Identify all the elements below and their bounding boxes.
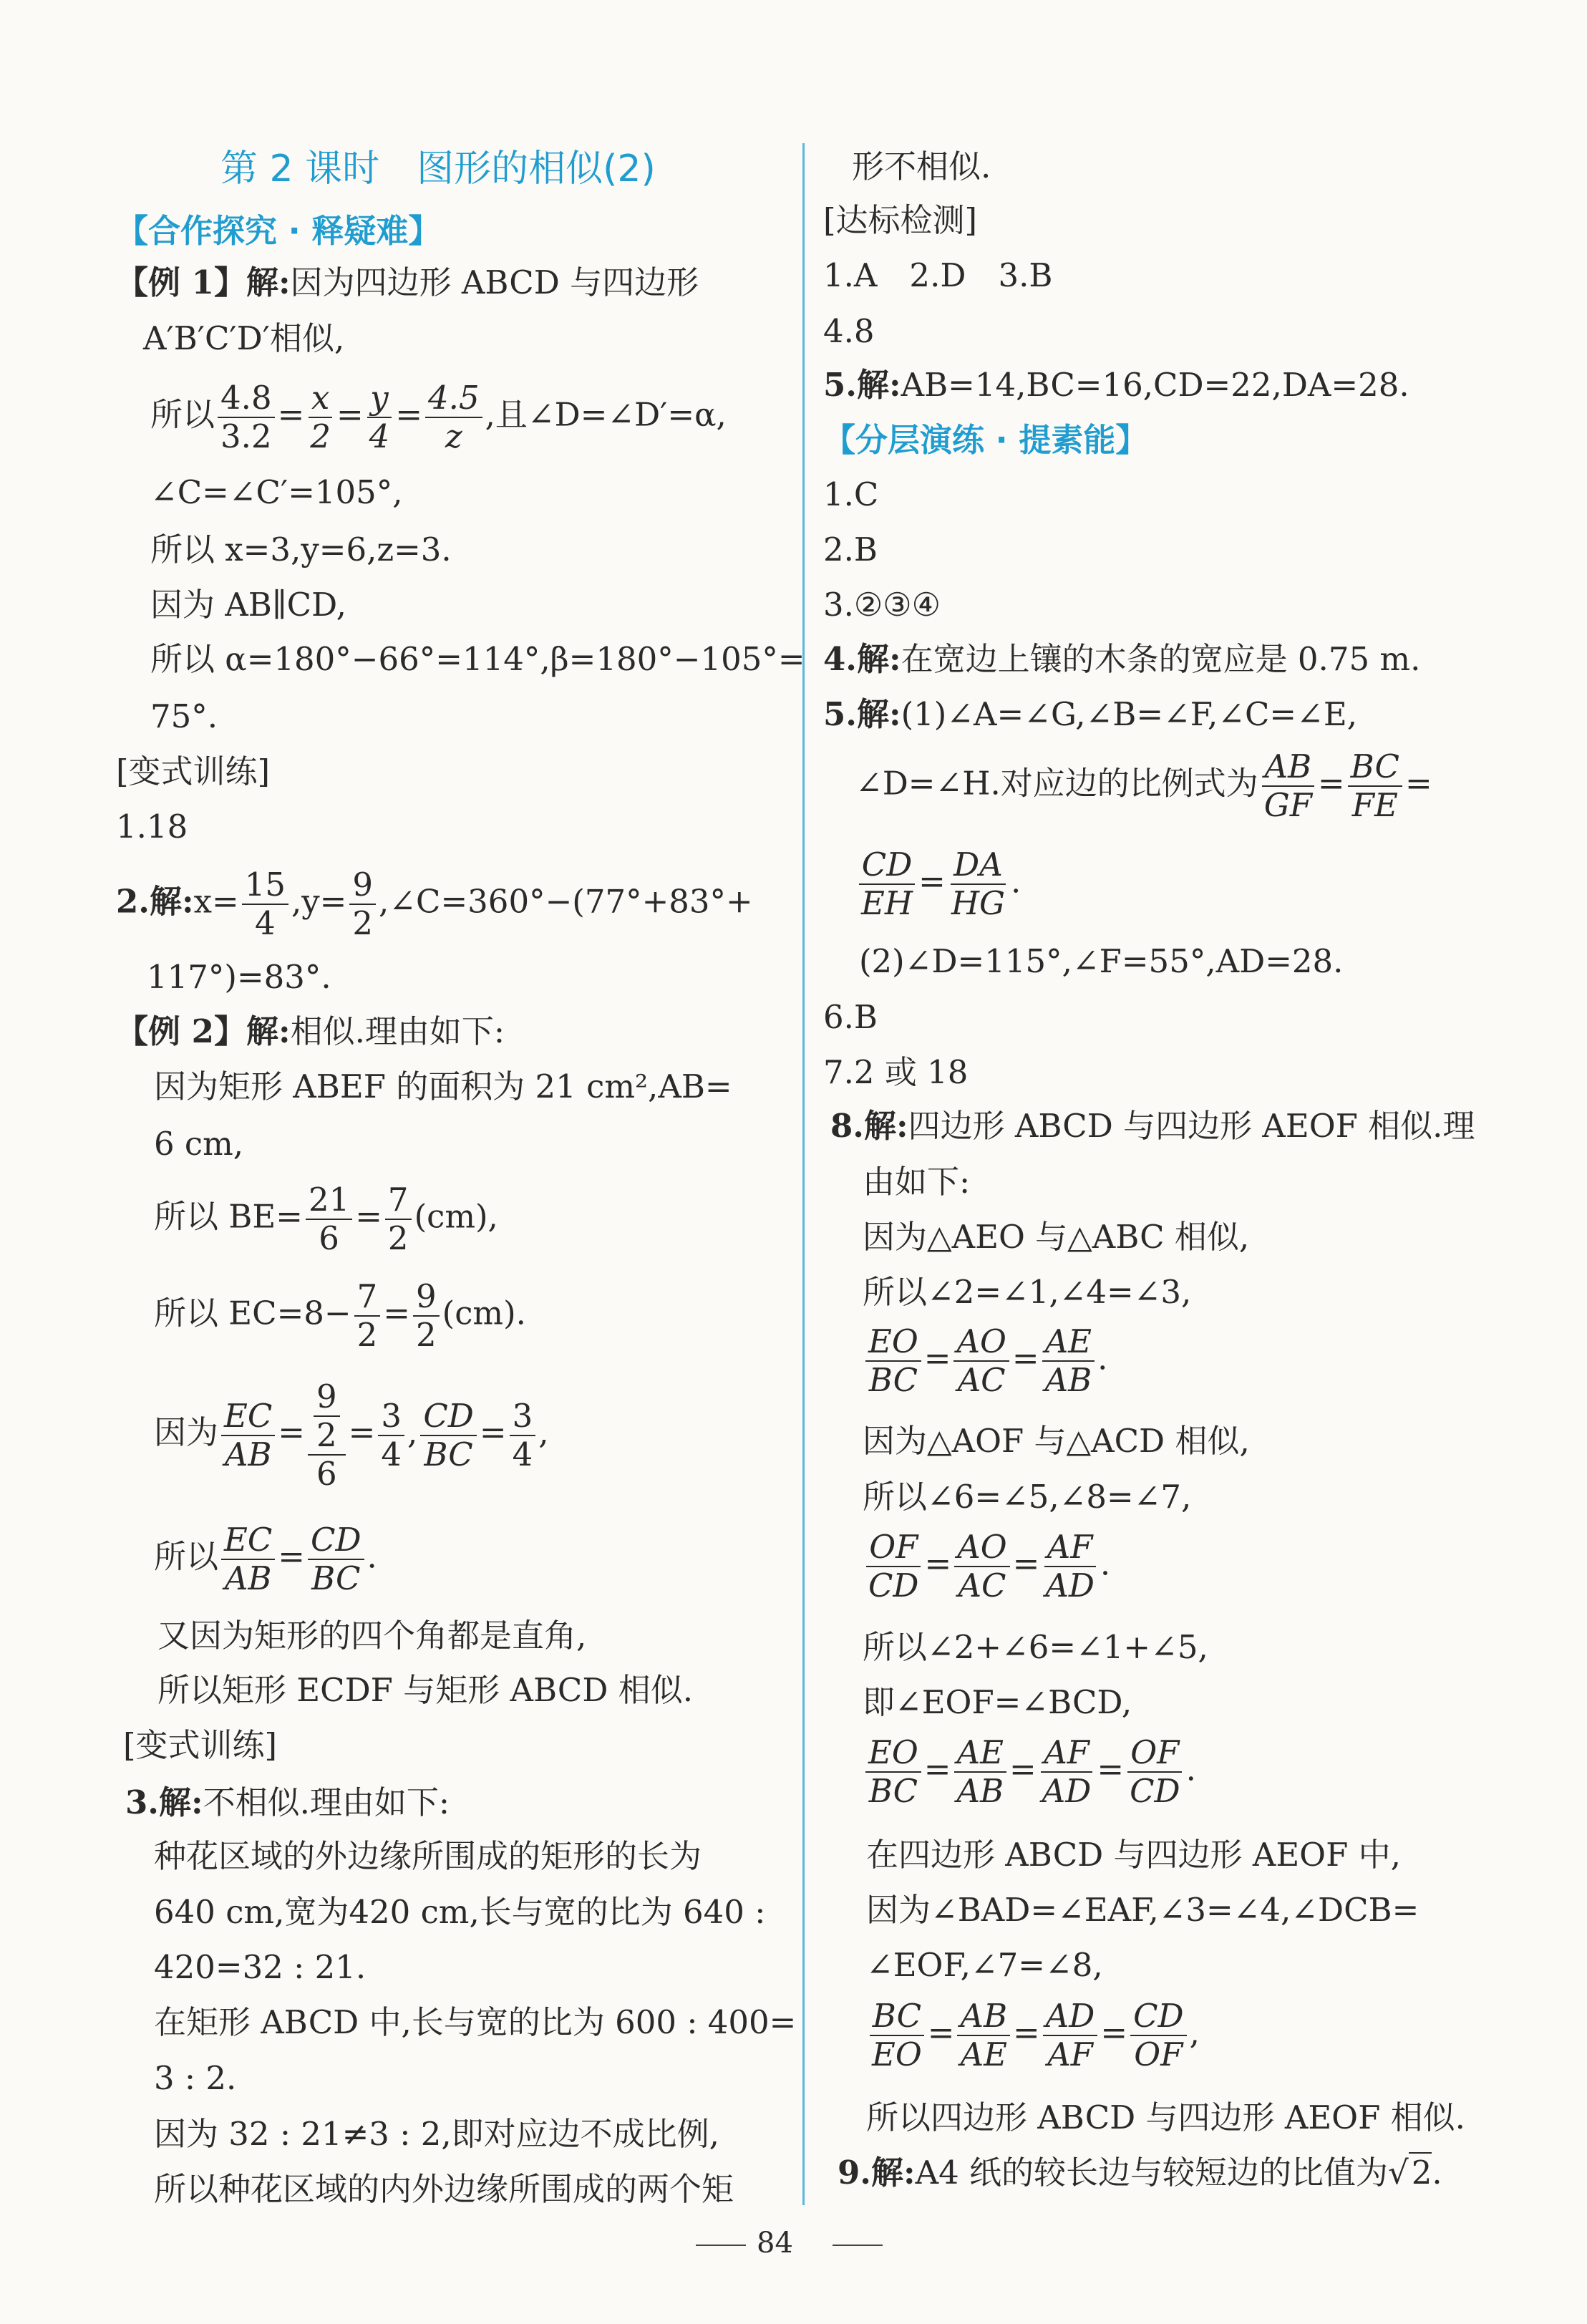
page-number: 84 xyxy=(757,2227,793,2260)
practice-answer-9: 9.解:A4 纸的较长边与较短边的比值为√2. xyxy=(838,2154,1442,2192)
example-2-line-9: 所以矩形 ECDF 与矩形 ABCD 相似. xyxy=(157,1671,694,1709)
fraction: $\frac{AF}{AD}$ xyxy=(1042,1733,1092,1810)
question-1-answer: 1.18 xyxy=(116,808,188,846)
answer-5: 5.解:AB=14,BC=16,CD=22,DA=28. xyxy=(823,366,1409,404)
fraction: $\frac{AD}{AF}$ xyxy=(1043,1998,1098,2073)
practice-8-line-2: 由如下: xyxy=(863,1163,971,1201)
fraction: $\frac{CD}{BC}$ xyxy=(308,1521,364,1597)
fraction: $\frac{BC}{FE}$ xyxy=(1348,748,1402,824)
fraction: $\frac{CD}{EH}$ xyxy=(858,846,916,922)
example-2-line-1: 【例 2】解:相似.理由如下: xyxy=(116,1012,505,1050)
example-2-line-8: 又因为矩形的四个角都是直角, xyxy=(157,1617,587,1655)
standard-check-label: [达标检测] xyxy=(823,201,978,239)
practice-8-line-1: 8.解:四边形 ABCD 与四边形 AEOF 相似.理 xyxy=(830,1107,1475,1145)
question-3-line-2: 种花区域的外边缘所围成的矩形的长为 xyxy=(154,1837,702,1875)
square-root-radicand: 2 xyxy=(1409,2152,1432,2192)
fraction: $\frac{3}{4}$ xyxy=(510,1398,536,1473)
question-3-line-3: 640 cm,宽为420 cm,长与宽的比为 640 : xyxy=(154,1893,766,1931)
question-2-line-1: 2.解:x= $\frac{15}{4}$ ,y= $\frac{9}{2}$ ,∠C=360°−(77°+83°+ xyxy=(116,866,753,942)
fraction: $\frac{15}{4}$ xyxy=(242,866,288,942)
continued-line: 形不相似. xyxy=(852,147,991,185)
practice-8-line-5: $\frac{EO}{BC}$ = $\frac{AO}{AC}$ = $\frac{AE}{AB}$ . xyxy=(863,1323,1107,1399)
practice-answer-2: 2.B xyxy=(823,531,878,568)
fraction: $\frac{EO}{BC}$ xyxy=(865,1734,921,1810)
example-1-line-6: 因为 AB∥CD, xyxy=(150,586,346,624)
practice-8-line-14: ∠EOF,∠7=∠8, xyxy=(866,1946,1103,1984)
section-heading-practice: 【分层演练 · 提素能】 xyxy=(823,421,1148,459)
answer-4: 4.8 xyxy=(823,312,875,350)
fraction: $\frac{7}{2}$ xyxy=(354,1278,381,1354)
fraction: $\frac{AB}{AE}$ xyxy=(957,1998,1010,2073)
footer-dash-left xyxy=(696,2245,746,2246)
fraction: $\frac{AF}{AD}$ xyxy=(1045,1528,1095,1604)
footer-dash-right xyxy=(833,2245,883,2246)
example-1-line-1: 【例 1】解:因为四边形 ABCD 与四边形 xyxy=(116,263,699,301)
practice-8-line-12: 在四边形 ABCD 与四边形 AEOF 中, xyxy=(866,1836,1401,1874)
column-divider xyxy=(802,143,805,2205)
practice-5-line-1: 5.解:(1)∠A=∠G,∠B=∠F,∠C=∠E, xyxy=(823,695,1357,733)
practice-8-line-13: 因为∠BAD=∠EAF,∠3=∠4,∠DCB= xyxy=(866,1891,1419,1929)
fraction: $\frac{EC}{AB}$ xyxy=(221,1521,275,1597)
answers-1-3: 1.A 2.D 3.B xyxy=(823,256,1053,294)
question-3-line-8: 所以种花区域的内外边缘所围成的两个矩 xyxy=(154,2170,734,2208)
practice-8-line-3: 因为△AEO 与△ABC 相似, xyxy=(863,1218,1250,1256)
example-1-line-8: 75°. xyxy=(150,697,218,735)
fraction: $\frac{7}{2}$ xyxy=(385,1181,412,1257)
practice-8-line-4: 所以∠2=∠1,∠4=∠3, xyxy=(863,1273,1192,1311)
practice-answer-6: 6.B xyxy=(823,998,878,1036)
practice-8-line-8: $\frac{OF}{CD}$ = $\frac{AO}{AC}$ = $\frac{AF}{AD}$ . xyxy=(863,1529,1110,1604)
fraction: $\frac{9}{2}$ xyxy=(349,866,376,942)
lesson-title: 第 2 课时 图形的相似(2) xyxy=(220,147,656,190)
fraction: $\frac{9}{2}$ xyxy=(314,1378,340,1454)
question-3-line-7: 因为 32 : 21≠3 : 2,即对应边不成比例, xyxy=(154,2115,719,2153)
fraction: $\frac{AE}{AB}$ xyxy=(953,1734,1006,1810)
example-1-line-7: 所以 α=180°−66°=114°,β=180°−105°= xyxy=(150,640,805,678)
question-3-line-5: 在矩形 ABCD 中,长与宽的比为 600 : 400= xyxy=(154,2003,797,2041)
example-1-proportion: 所以 $\frac{4.8}{3.2}$ = $\frac{x}{2}$ = $\frac{y}{4}$ = $\frac{4.5}{z}$ ,且∠D=∠D′=α, xyxy=(150,379,727,455)
practice-5-line-4: (2)∠D=115°,∠F=55°,AD=28. xyxy=(859,942,1344,980)
fraction: $\frac{4.5}{z}$ xyxy=(425,379,482,455)
fraction: $\frac{21}{6}$ xyxy=(306,1181,352,1257)
fraction: $\frac{3}{4}$ xyxy=(378,1398,404,1473)
practice-8-line-7: 所以∠6=∠5,∠8=∠7, xyxy=(863,1478,1192,1516)
practice-8-line-16: 所以四边形 ABCD 与四边形 AEOF 相似. xyxy=(866,2098,1465,2136)
fraction: $\frac{CD}{OF}$ xyxy=(1130,1998,1187,2073)
fraction: $\frac{OF}{CD}$ xyxy=(1127,1734,1183,1810)
question-2-line-2: 117°)=83°. xyxy=(147,958,331,996)
example-1-line-4: ∠C=∠C′=105°, xyxy=(150,473,403,511)
fraction: $\frac{y}{4}$ xyxy=(367,379,393,455)
fraction: $\frac{9}{2}$ xyxy=(413,1278,440,1354)
fraction: $\frac{EO}{BC}$ xyxy=(865,1323,921,1399)
example-1-line-2: A′B′C′D′相似, xyxy=(143,319,345,357)
section-heading-explore: 【合作探究 · 释疑难】 xyxy=(116,212,441,250)
example-1-line-5: 所以 x=3,y=6,z=3. xyxy=(150,531,452,568)
practice-8-line-11: $\frac{EO}{BC}$ = $\frac{AE}{AB}$ = $\frac{AF}{AD}$ = $\frac{OF}{CD}$ . xyxy=(863,1734,1196,1810)
complex-fraction: $\frac{\frac{9}{2}}{6}$ xyxy=(308,1378,346,1492)
practice-answer-4: 4.解:在宽边上镶的木条的宽应是 0.75 m. xyxy=(823,640,1421,678)
practice-answer-3: 3.②③④ xyxy=(823,586,941,624)
practice-answer-7: 7.2 或 18 xyxy=(823,1053,969,1091)
fraction: $\frac{CD}{BC}$ xyxy=(420,1398,477,1473)
fraction: $\frac{BC}{EO}$ xyxy=(869,1998,925,2073)
example-2-line-3: 6 cm, xyxy=(154,1125,244,1163)
fraction: $\frac{AO}{AC}$ xyxy=(954,1529,1009,1604)
practice-8-line-10: 即∠EOF=∠BCD, xyxy=(863,1683,1132,1721)
fraction: $\frac{OF}{CD}$ xyxy=(865,1529,922,1604)
fraction: $\frac{x}{2}$ xyxy=(307,379,334,455)
practice-8-line-9: 所以∠2+∠6=∠1+∠5, xyxy=(863,1628,1208,1666)
question-3-line-1: 3.解:不相似.理由如下: xyxy=(125,1783,450,1821)
practice-8-line-15: $\frac{BC}{EO}$ = $\frac{AB}{AE}$ = $\frac{AD}{AF}$ = $\frac{CD}{OF}$ , xyxy=(866,1998,1200,2073)
fraction: $\frac{AO}{AC}$ xyxy=(953,1323,1009,1399)
fraction: $\frac{DA}{HG}$ xyxy=(951,846,1006,922)
fraction: $\frac{AE}{AB}$ xyxy=(1042,1323,1095,1399)
practice-8-line-6: 因为△AOF 与△ACD 相似, xyxy=(863,1422,1250,1460)
fraction: $\frac{4.8}{3.2}$ xyxy=(218,379,275,455)
variant-training-label-2: [变式训练] xyxy=(123,1726,278,1764)
example-2-line-2: 因为矩形 ABEF 的面积为 21 cm²,AB= xyxy=(154,1067,732,1105)
example-2-line-5: 所以 EC=8− $\frac{7}{2}$ = $\frac{9}{2}$ (cm). xyxy=(154,1277,526,1354)
variant-training-label: [变式训练] xyxy=(116,752,271,790)
question-3-line-4: 420=32 : 21. xyxy=(154,1948,367,1986)
fraction: $\frac{AB}{GF}$ xyxy=(1261,748,1315,824)
practice-answer-1: 1.C xyxy=(823,475,879,513)
question-3-line-6: 3 : 2. xyxy=(154,2059,237,2097)
practice-5-line-3: $\frac{CD}{EH}$ = $\frac{DA}{HG}$ . xyxy=(855,846,1021,922)
example-2-line-6: 因为 $\frac{EC}{AB}$ = $\frac{\frac{9}{2}}{6}$ = $\frac{3}{4}$ , $\frac{CD}{BC}$ = $\frac{3}{4}$ , xyxy=(154,1378,549,1493)
example-2-line-4: 所以 BE= $\frac{21}{6}$ = $\frac{7}{2}$ (cm), xyxy=(154,1181,498,1257)
example-2-line-7: 所以 $\frac{EC}{AB}$ = $\frac{CD}{BC}$ . xyxy=(154,1521,377,1597)
practice-5-line-2: ∠D=∠H.对应边的比例式为 $\frac{AB}{GF}$ = $\frac{BC}{FE}$ = xyxy=(855,747,1432,824)
fraction: $\frac{EC}{AB}$ xyxy=(221,1398,275,1473)
